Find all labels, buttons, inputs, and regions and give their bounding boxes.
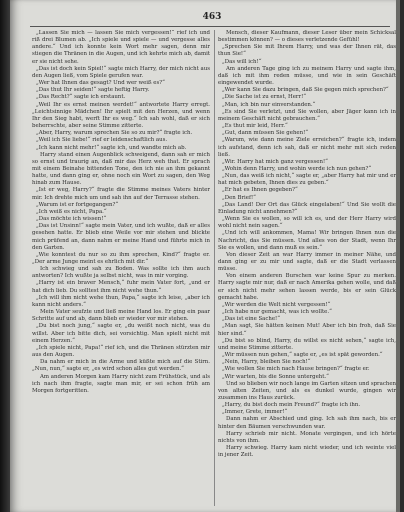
paragraph: „Wer kann Sie dazu bringen, daß Sie gegen mich sprechen?“ [222,87,389,94]
paragraph: „Das ist doch kein Spiel!“ sagte mich Harry, der mich nicht aus den Augen ließ, vom Spiele gerufen war. [32,65,210,79]
paragraph: „Weil ich Sie liebe!“ rief er leidenschaftlich aus. [36,137,168,144]
paragraph: „Du bist noch jung,“ sagte er, „du weißt noch nicht, was du willst. Aber ich bitte dich, sei vorsichtig. Man spielt nicht mit einem Herzen.“ [32,323,210,344]
paragraph: „Aber, Harry, warum sprechen Sie so zu mir?“ fragte ich. [36,130,193,137]
paragraph: „Harry ist ein braver Mensch,“ fuhr mein Vater fort, „und er hat dich lieb. Du solltest ihm nicht wehe thun.“ [32,280,210,294]
paragraph: Dann nahm er Abschied und ging. Ich sah ihm nach, bis er hinter den Bäumen verschwunden war. [218,416,396,430]
paragraph: „Das ist eine Sache!“ [222,316,280,323]
paragraph: „Wenn Sie es wollen, so will ich es, und der Herr Harry wird wohl nicht nein sagen.“ [218,216,396,230]
paragraph: „Wer hat Ihnen das gesagt? Und wer weiß es?“ [36,80,165,87]
column-divider [214,30,215,506]
paragraph: „Es sind Sie verletzt, und Sie wollen, aber Jäger kann ich in meinem Geschäft nicht gebrauchen.“ [218,108,396,122]
paragraph: „Wohin denn Harry, und wohin werde ich nun gehen?“ [222,165,372,172]
paragraph: „Nein, Harry, bleiben Sie noch!“ [222,359,311,366]
paragraph: Da nahm er mich in die Arme und küßte mich auf die Stirn. „Nun, nun,“ sagte er, „es wird schon alles gut werden.“ [32,359,210,373]
paragraph: „Wir warten, bis die Sonne untergeht.“ [222,373,329,380]
paragraph: „Den Brief!“ [222,194,256,201]
paragraph: Harry schrieb mir nicht. Monate vergingen, und ich hörte nichts von ihm. [218,430,396,444]
paragraph: Mensch, dieser Kaufmann, dieser Leser über mein Schicksal bestimmen können? — o dieses verletzende Gefühl! [218,30,396,44]
paragraph: „Das möchte ich wissen!“ [36,216,107,223]
paragraph: Von dieser Zeit an war Harry immer in meiner Nähe, und dann ging er zu mir und sagte, daß er die Stadt verlassen müsse. [218,251,396,273]
paragraph: „Harry, du bist doch mein Freund?“ fragte ich ihn. [222,402,361,409]
book-page [10,0,400,512]
paragraph: „Man, ich bin nur einverstanden.“ [222,101,316,108]
paragraph: „Das Recht?“ sagte ich erstaunt. [36,94,126,101]
paragraph: „Ist er weg, Harry?“ fragte die Stimme meines Vaters hinter mir. Ich drehte mich um und sah ihn auf der Terrasse stehen. [32,187,210,201]
text-column-left [32,30,210,508]
paragraph: „Wir. Harry hat mich ganz vergessen!“ [222,158,328,165]
paragraph: Und so blieben wir noch lange im Garten sitzen und sprachen von alten Zeiten, und als es dunkel wurde, gingen wir zusammen ins Haus zurück. [218,380,396,401]
paragraph: „Wir werden die Welt nicht vergessen!“ [222,301,331,308]
paragraph: Am anderen Tage ging ich zu meinem Harry und sagte ihm, daß ich mit ihm reden müsse, und wie in sein Geschäft eingewendet wurde. [218,65,396,87]
paragraph: „Wir müssen nun gehen,“ sagte er, „es ist spät geworden.“ [222,352,383,359]
paragraph: „Du bist so blind, Harry, du willst es nicht sehen,“ sagte ich, und meine Stimme zitterte. [218,337,396,351]
paragraph: „Lassen Sie mich — lassen Sie mich vergessen!“ rief ich und riß drei Blumen ab. „Ich spiele und spiele — und vergesse alles andere.“ Und ich konnte kein Wort mehr sagen, denn mir stiegen die Thränen in die Augen, und ich kehrte mich ab, damit er sie nicht sehe. [32,30,210,65]
paragraph: Von einem anderen Burschen war keine Spur zu merken. Harry sagte mir nur, daß er nach Amerika gehen wolle, und daß er sich nicht mehr sehen lassen werde, bis er sein Glück gemacht habe. [218,273,396,301]
paragraph: „Ich will ihm nicht wehe thun, Papa,“ sagte ich leise, „aber ich kann nicht anders.“ [32,294,210,308]
header-rule [30,26,390,27]
paragraph: „Gut, dann müssen Sie gehen!“ [222,130,308,137]
paragraph: „Es thut mir leid, Herr.“ [222,123,288,130]
page-edge [396,0,400,512]
paragraph: „Nun, das weiß ich nicht,“ sagte er, „aber Harry hat mir und er hat mich gebeten, Ihnen dies zu geben.“ [218,173,396,187]
paragraph: „Ich spiele nicht, Papa!“ rief ich, und die Thränen stürzten mir aus den Augen. [32,344,210,359]
paragraph: Mein Vater seufzte und ließ meine Hand los. Er ging ein paar Schritte auf und ab, dann blieb er wieder vor mir stehen. [32,309,210,323]
paragraph: „Und ich will ankommen, Mama! Wir bringen Ihnen nun die Nachricht, das Sie müssen. Und alles von der Stadt, wenn Ihr Sie es wollen, und dann muß es sein.“ [218,230,396,251]
paragraph: „Das thut Ihr seiden!“ sagte heftig Harry. [36,87,150,94]
paragraph: Am anderen Morgen kam Harry nicht zum Frühstück, und als ich nach ihm fragte, sagte man mir, er sei schon früh am Morgen fortgeritten. [32,373,210,394]
paragraph: Ich schwieg und sah zu Boden. Was sollte ich ihm auch antworten? Ich wußte ja selbst nicht, was in mir vorging. [32,266,210,280]
paragraph: „Immer, Grete, immer!“ [222,409,288,416]
paragraph: „Ich kann nicht mehr!“ sagte ich, und wandte mich ab. [36,144,187,151]
text-column-right [218,30,396,508]
paragraph: „Wie wollen Sie mich nach Hause bringen?“ fragte er. [222,366,370,373]
paragraph: „Ich habe nur gemacht, was ich wollte.“ [222,309,332,316]
paragraph: „Das will ich!“ [222,58,262,65]
paragraph: „Warum, wie dann meine Ziele erreichen?“ fragte ich, indem ich aufstand, denn ich sah, daß er nicht mehr mit sich reden ließ. [218,137,396,158]
paragraph: „Ich weiß es nicht, Papa.“ [36,208,107,215]
paragraph: Harry schwieg. Harry kam nicht wieder, und ich weinte viel in jener Zeit. [218,445,396,459]
book-spine [0,0,10,512]
paragraph: „Warum ist er fortgegangen?“ [36,201,119,208]
paragraph: „Das Land! Der Ort das Glück eingelaben!“ Und Sie wollt die Einladung nicht annehmen?“ [218,201,396,215]
paragraph: „Die Sache ist zu ernst, Herr!“ [222,94,307,101]
paragraph: Harry stand einen Augenblick schweigend, dann sah er mich so ernst und traurig an, daß mir das Herz weh that. Er sprach mit einem Beinahe bittenden Tone, den ich nie an ihm gekannt hatte, und dann ging er, ohne noch ein Wort zu sagen, den Weg hinab zum Hause. [32,151,210,187]
page-number: 463 [202,12,222,22]
paragraph: „Weil Ihr es ernst meinen werdet!“ antwortete Harry erregt. „Leichtsinnige Mädchen! Ihr spielt mit den Herzen, und wenn Ihr den Sieg habt, werft Ihr es weg.“ Ich sah wohl, daß er sich beherrschte, aber seine Stimme zitterte. [32,101,210,130]
paragraph: „Man sagt, Sie hätten keinen Mut! Aber ich bin froh, daß Sie hier sind.“ [218,323,396,337]
paragraph: „Das ist Unsinn!“ sagte mein Vater, und ich wußte, daß er alles gesehen hatte. Er blieb eine Weile vor mir stehen und blickte mich prüfend an, dann nahm er meine Hand und führte mich in den Garten. [32,223,210,251]
paragraph: „Er hat es Ihnen gegeben?“ [222,187,298,194]
paragraph: „Sprechen Sie mit Ihrem Harry, und was der Ihnen rät, das thun Sie!“ [218,44,396,58]
paragraph: „Wie konntest du nur so zu ihm sprechen, Kind?“ fragte er. „Der arme Junge meint es ehrlich mit dir.“ [32,251,210,265]
